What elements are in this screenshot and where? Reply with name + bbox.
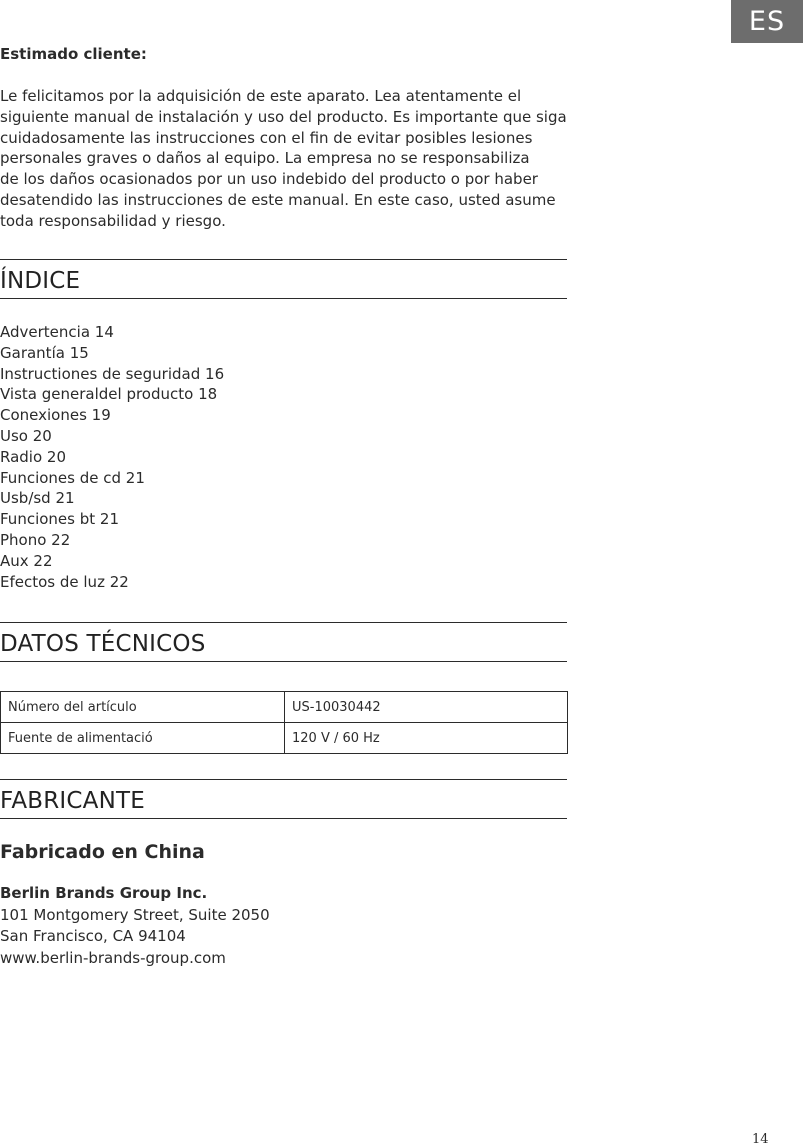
toc-item: Radio 20 — [0, 447, 67, 466]
intro-paragraph — [0, 86, 565, 232]
index-top-divider — [0, 259, 567, 260]
toc-item: Usb/sd 21 — [0, 489, 75, 508]
table-row — [1, 723, 568, 754]
address-line: 101 Montgomery Street, Suite 2050 — [0, 905, 270, 924]
table-of-contents — [0, 322, 224, 592]
toc-item: Garantía 15 — [0, 343, 89, 362]
greeting: Estimado cliente: — [0, 45, 147, 63]
manufacturer-bottom-divider — [0, 818, 567, 819]
spec-label: Número del artículo — [1, 692, 285, 723]
language-tab: ES — [731, 0, 803, 43]
toc-item: Vista generaldel producto 18 — [0, 385, 218, 404]
intro-line: toda responsabilidad y riesgo. — [0, 211, 226, 230]
tech-bottom-divider — [0, 661, 567, 662]
intro-line: siguiente manual de instalación y uso del producto. Es importante que siga — [0, 107, 567, 126]
manufacturer-title: FABRICANTE — [0, 788, 145, 814]
company-name: Berlin Brands Group Inc. — [0, 884, 208, 902]
toc-item: Instructiones de seguridad 16 — [0, 364, 225, 383]
tech-specs-table — [0, 691, 568, 754]
page-number: 14 — [752, 1132, 769, 1147]
intro-line: Le felicitamos por la adquisición de este aparato. Lea atentamente el — [0, 87, 522, 105]
toc-item: Uso 20 — [0, 426, 52, 445]
toc-item: Advertencia 14 — [0, 323, 114, 341]
toc-item: Conexiones 19 — [0, 406, 111, 425]
website-link[interactable]: www.berlin-brands-group.com — [0, 948, 226, 967]
address-line: San Francisco, CA 94104 — [0, 927, 186, 945]
toc-item: Aux 22 — [0, 551, 53, 570]
tech-top-divider — [0, 622, 567, 623]
table-row — [1, 692, 568, 723]
spec-label: Fuente de alimentació — [1, 723, 285, 754]
toc-item: Phono 22 — [0, 530, 71, 549]
intro-line: cuidadosamente las instrucciones con el fin de evitar posibles lesiones — [0, 128, 533, 147]
made-in-heading: Fabricado en China — [0, 841, 205, 863]
manufacturer-top-divider — [0, 779, 567, 780]
toc-item: Funciones de cd 21 — [0, 468, 145, 487]
intro-line: desatendido las instrucciones de este manual. En este caso, usted asume — [0, 190, 556, 209]
spec-value: 120 V / 60 Hz — [285, 723, 568, 754]
index-title: ÍNDICE — [0, 268, 81, 294]
toc-item: Efectos de luz 22 — [0, 572, 129, 591]
tech-title: DATOS TÉCNICOS — [0, 631, 206, 657]
spec-value: US-10030442 — [285, 692, 568, 723]
intro-line: de los daños ocasionados por un uso indebido del producto o por haber — [0, 170, 538, 189]
intro-line: personales graves o daños al equipo. La empresa no se responsabiliza — [0, 149, 530, 168]
toc-item: Funciones bt 21 — [0, 510, 119, 529]
index-bottom-divider — [0, 298, 567, 299]
company-address — [0, 883, 270, 969]
